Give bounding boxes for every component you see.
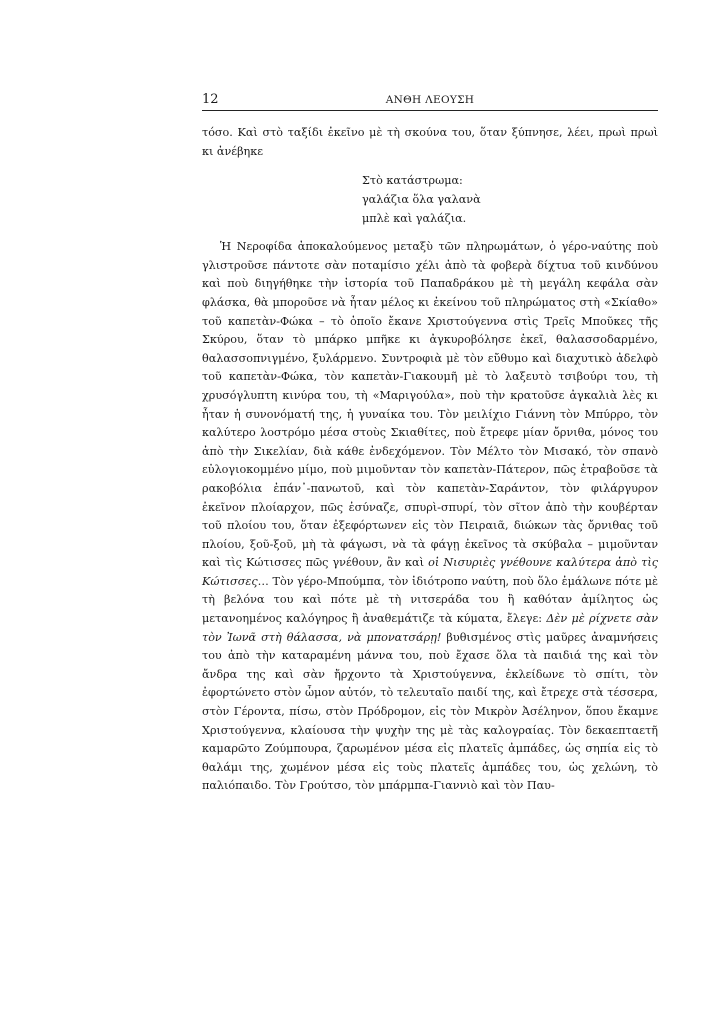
verse-line: Στὸ κατάστρωμα: (362, 174, 463, 188)
page-header (202, 92, 658, 111)
paragraph-text: βυθισμένος στὶς μαῦρες ἀναμνήσεις του ἀπὸ τὴν καταραμένη μάννα του, ποὺ ἔχασε ὅλα τὰ παιδιά της καὶ τὸν ἄνδρα της καὶ σὰν ἤρχοντο τὰ Χριστούγεννα, ἐκλείδωνε τὸ σπίτι, τὸν ἐφορτώνετο στὸν ὦμον αὐτόν, τὸ τελευταῖο παιδί της, καὶ ἔτρεχε στὰ τέσσερα, στὸν Γέροντα, πίσω, στὸν Πρόδρομον, εἰς τὸν Μικρὸν Ἀσέληνον, ὅπου ἔκαμνε Χριστούγεννα, κλαίουσα τὴν ψυχὴν της μὲ τὰς καλογραίας. Τὸν δεκαεπταετῆ καμαρῶτο Ζούμπουρα, ζαρωμένον μέσα εἰς πλατεῖς ἀμπάδες, ὡς σηπία εἰς τὸ θαλάμι της, χωμένον μέσα εἰς τοὺς πλατεῖς ἀμπάδες του, ὡς χελώνη, τὸ παλιόπαιδο. Τὸν Γρούτσο, τὸν μπάρμπα-Γιαννιὸ καὶ τὸν Παυ- (202, 630, 658, 793)
paragraph-text: Ἡ Νεροφίδα ἀποκαλούμενος μεταξὺ τῶν πληρωμάτων, ὁ γέρο-ναύτης ποὺ γλιστροῦσε πάντοτε σὰν ποταμίσιο χέλι ἀπὸ τὰ φοβερὰ δίχτυα τοῦ κινδύνου καὶ ποὺ διηγήθηκε τὴν ἱστορία τοῦ Παπαδράκου μὲ τὴ μεγάλη κεφάλα σὰν φλάσκα, θὰ μποροῦσε νὰ ἦταν μέλος κι ἐκείνου τοῦ πληρώματος στὴ «Σκίαθο» τοῦ καπετὰν-Φώκα – τὸ ὁποῖο ἔκανε Χριστούγεννα στὶς Τρεῖς Μποῦκες τῆς Σκύρου, ὅταν τὸ μπάρκο μπῆκε κι ἀγκυροβόλησε ἐκεῖ, θαλασσοδαρμένο, θαλασσοπνιγμένο, ξυλάρμενο. Συντροφιὰ μὲ τὸν εὔθυμο καὶ διαχυτικὸ ἀδελφὸ τοῦ καπετὰν-Φώκα, τὸν καπετὰν-Γιακουμῆ μὲ τὸ λαξευτὸ τσιβούρι του, τὴ χρυσόγλυπτη κινύρα του, τὴ «Μαριγούλα», ποὺ τὴν κρατοῦσε ἀγκαλιὰ λὲς κι ἦταν ἡ συνονόματή της, ἡ γυναίκα του. Τὸν μειλίχιο Γιάννη τὸν Μπύρρο, τὸν καλύτερο λοστρόμο μέσα στοὺς Σκιαθίτες, ποὺ ἔτρεφε μίαν ὄρνιθα, μόνος του ἀπὸ τὴν Σικελίαν, διὰ κάθε ἐνδεχόμενον. Τὸν Μέλτο τὸν Μισακό, τὸν σπανὸ εὐλογιοκομμένο μίμο, ποὺ μιμοῦνταν τὸν καπετὰν-Πάτερον, πῶς ἐτραβοῦσε τὰ ρακοβόλια ἐπάν᾽-πανωτοῦ, καὶ τὸν καπετὰν-Σαράντον, τὸν φιλάργυρον ἐκεῖνον πλοίαρχον, πῶς ἐσύναζε, σπυρὶ-σπυρί, τὸν σῖτον ἀπὸ τὴν κουβέρταν τοῦ πλοίου του, ὅταν ἐξεφόρτωνεν εἰς τὸν Πειραιᾶ, διώκων τὰς ὄρνιθας τοῦ πλοίου, ξοῦ-ξοῦ, μὴ τὰ φάγωσι, νὰ τὰ φάγῃ ἐκεῖνος τὰ σκύβαλα – μιμοῦνταν καὶ τὶς Κώτισσες πῶς γνέθουν, ἂν καὶ (202, 240, 658, 570)
verse-line: μπλὲ καὶ γαλάζια. (362, 212, 467, 226)
verse-block (362, 171, 658, 228)
main-paragraph (202, 238, 658, 796)
opening-paragraph: τόσο. Καὶ στὸ ταξίδι ἐκεῖνο μὲ τὴ σκούνα του, ὅταν ξύπνησε, λέει, πρωὶ πρωὶ κι ἀνέβηκε (202, 126, 658, 158)
page-number: 12 (202, 92, 219, 107)
body-text (202, 124, 658, 796)
italic-quote: οἱ Νισυριὲς γνέθουνε καλύτερα ἀπὸ τὶς Κώτισσες (202, 556, 658, 588)
running-head: ΑΝΘΗ ΛΕΟΥΣΗ (385, 94, 475, 106)
italic-quote: Δὲν μὲ ρίχνετε σὰν τὸν Ἰωνᾶ στὴ θάλασσα, νὰ μπονατσάρῃ! (202, 612, 658, 644)
paragraph-text: … Τὸν γέρο-Μπούμπα, τὸν ἰδιότροπο ναύτη, ποὺ ὅλο ἐμάλωνε πότε μὲ τὴ βελόνα του καὶ πότε μὲ τὴ νιτσεράδα του ἢ καθόταν ἀμίλητος ὡς μετανοημένος καλόγηρος ἢ ἀναθεμάτιζε τὰ κύματα, ἔλεγε: (202, 574, 658, 626)
verse-line: γαλάζια ὅλα γαλανὰ (362, 193, 481, 207)
